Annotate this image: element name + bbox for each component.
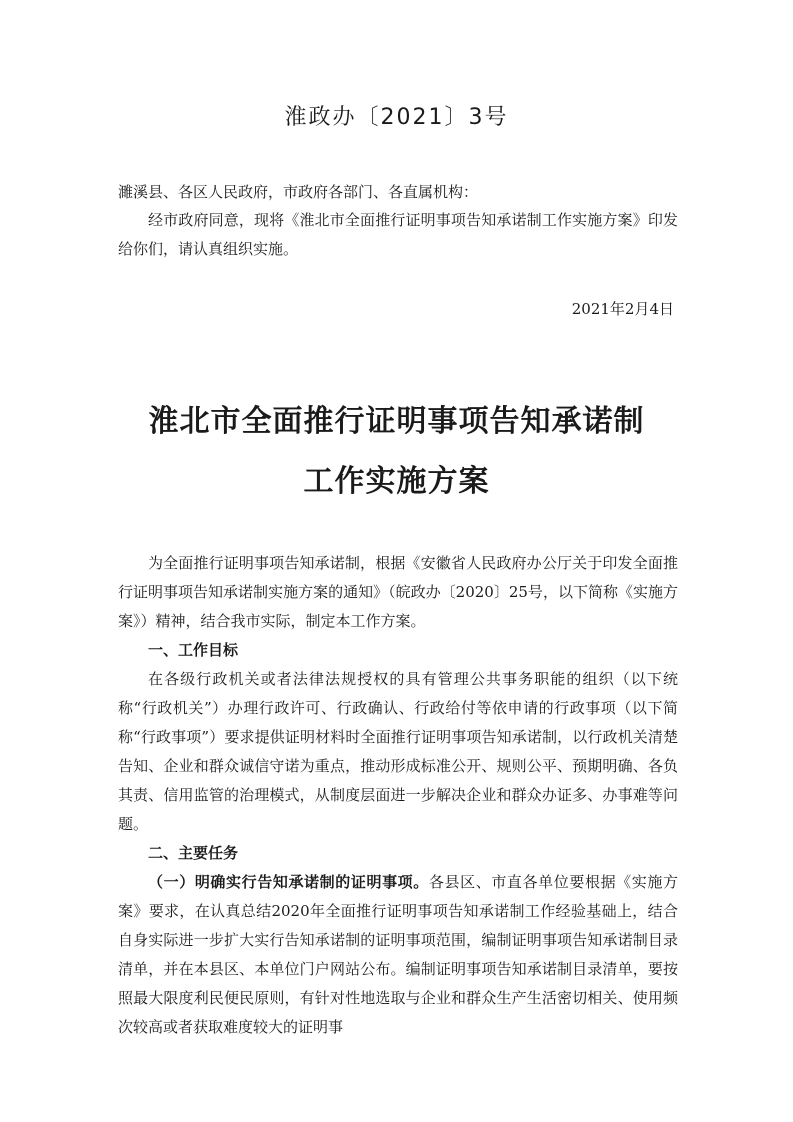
notice-paragraph: 经市政府同意，现将《淮北市全面推行证明事项告知承诺制工作实施方案》印发给你们，请认真组织实施。 (118, 211, 678, 258)
section2-sub1-paragraph (118, 868, 678, 1042)
section2-heading: 二、主要任务 (148, 844, 239, 862)
intro-paragraph: 为全面推行证明事项告知承诺制，根据《安徽省人民政府办公厅关于印发全面推行证明事项告知承诺制实施方案的通知》（皖政办〔2020〕25号，以下简称《实施方案》）精神，结合我市实际，制定本工作方案。 (118, 554, 678, 630)
issue-date: 2021年2月4日 (571, 300, 674, 318)
section1-heading: 一、工作目标 (148, 641, 239, 659)
section2-sub1-text: 各县区、市直各单位要根据《实施方案》要求，在认真总结2020年全面推行证明事项告知承诺制工作经验基础上，结合自身实际进一步扩大实行告知承诺制的证明事项范围，编制证明事项告知承诺制目录清单，并在本县区、本单位门户网站公布。编制证明事项告知承诺制目录清单，要按照最大限度利民便民原则，有针对性地选取与企业和群众生产生活密切相关、使用频次较高或者获取难度较大的证明事 (118, 873, 678, 1036)
addressee-line: 濉溪县、各区人民政府，市政府各部门、各直属机构： (118, 183, 479, 201)
section1-paragraph: 在各级行政机关或者法律法规授权的具有管理公共事务职能的组织（以下统称“行政机关”）办理行政许可、行政确认、行政给付等依申请的行政事项（以下简称“行政事项”）要求提供证明材料时全面推行证明事项告知承诺制，以行政机关清楚告知、企业和群众诚信守诺为重点，推动形成标准公开、规则公平、预期明确、各负其责、信用监管的治理模式，从制度层面进一步解决企业和群众办证多、办事难等问题。 (118, 670, 678, 833)
plan-body (118, 549, 678, 1042)
plan-title-line2: 工作实施方案 (303, 464, 490, 499)
section2-sub1-lead: （一）明确实行告知承诺制的证明事项。 (148, 873, 429, 891)
plan-title-line1: 淮北市全面推行证明事项告知承诺制 (148, 404, 645, 439)
notice-body (118, 206, 678, 264)
document-number: 淮政办〔2021〕3号 (284, 105, 509, 130)
